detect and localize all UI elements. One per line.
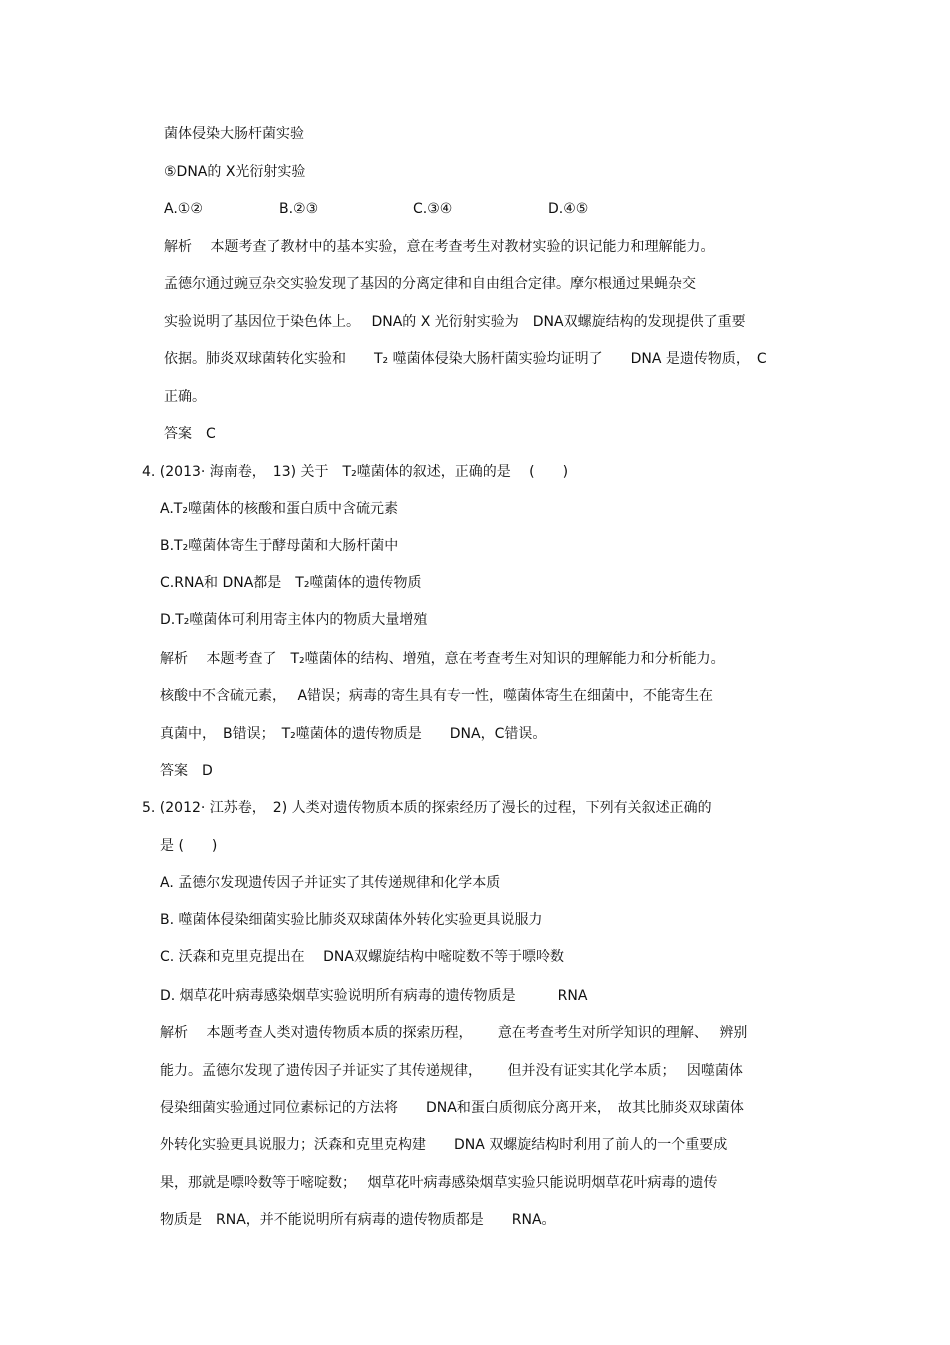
q5-analysis-line: 侵染细菌实验通过同位素标记的方法将 DNA和蛋白质彻底分离开来， 故其比肺炎双球菌体 bbox=[160, 1100, 744, 1116]
q3-answer: 答案 C bbox=[164, 426, 216, 442]
q5-option-c: C. 沃森和克里克提出在 DNA双螺旋结构中嘧啶数不等于嘌呤数 bbox=[160, 949, 564, 965]
q4-option-a: A.T₂噬菌体的核酸和蛋白质中含硫元素 bbox=[160, 501, 398, 517]
q4-analysis-line: 核酸中不含硫元素， A错误；病毒的寄生具有专一性，噬菌体寄生在细菌中，不能寄生在 bbox=[160, 688, 714, 704]
q4-option-b: B.T₂噬菌体寄生于酵母菌和大肠杆菌中 bbox=[160, 538, 399, 554]
q5-stem: 5. (2012· 江苏卷， 2) 人类对遗传物质本质的探索经历了漫长的过程，下列有关叙述正确的 bbox=[142, 800, 712, 816]
q3-choice-d: D.④⑤ bbox=[548, 201, 589, 217]
q5-option-b: B. 噬菌体侵染细菌实验比肺炎双球菌体外转化实验更具说服力 bbox=[160, 912, 543, 928]
q5-stem-cont: 是 ( ) bbox=[160, 838, 218, 854]
q4-answer: 答案 D bbox=[160, 763, 213, 779]
q5-analysis-line: 物质是 RNA，并不能说明所有病毒的遗传物质都是 RNA。 bbox=[160, 1212, 556, 1228]
q3-option4-continuation: 菌体侵染大肠杆菌实验 bbox=[164, 126, 304, 142]
q4-stem: 4. (2013· 海南卷， 13) 关于 T₂噬菌体的叙述，正确的是 ( ) bbox=[142, 464, 569, 480]
q3-analysis-line: 解析 本题考查了教材中的基本实验，意在考查考生对教材实验的识记能力和理解能力。 bbox=[164, 239, 715, 255]
q4-option-d: D.T₂噬菌体可利用寄主体内的物质大量增殖 bbox=[160, 612, 428, 628]
q5-analysis-line: 外转化实验更具说服力；沃森和克里克构建 DNA 双螺旋结构时利用了前人的一个重要成 bbox=[160, 1137, 728, 1153]
q5-analysis-line: 能力。孟德尔发现了遗传因子并证实了其传递规律， 但并没有证实其化学本质； 因噬菌体 bbox=[160, 1063, 743, 1079]
q3-choice-a: A.①② bbox=[164, 201, 203, 217]
q3-choice-b: B.②③ bbox=[279, 201, 319, 217]
q3-analysis-line: 正确。 bbox=[164, 389, 206, 405]
q3-analysis-line: 依据。肺炎双球菌转化实验和 T₂ 噬菌体侵染大肠杆菌实验均证明了 DNA 是遗传物质， C bbox=[164, 351, 767, 367]
q3-analysis-line: 孟德尔通过豌豆杂交实验发现了基因的分离定律和自由组合定律。摩尔根通过果蝇杂交 bbox=[164, 276, 696, 292]
q5-option-d: D. 烟草花叶病毒感染烟草实验说明所有病毒的遗传物质是 RNA bbox=[160, 988, 588, 1004]
q4-analysis-line: 解析 本题考查了 T₂噬菌体的结构、增殖，意在考查考生对知识的理解能力和分析能力。 bbox=[160, 651, 725, 667]
q3-choice-c: C.③④ bbox=[413, 201, 453, 217]
q5-option-a: A. 孟德尔发现遗传因子并证实了其传递规律和化学本质 bbox=[160, 875, 501, 891]
q4-option-c: C.RNA和 DNA都是 T₂噬菌体的遗传物质 bbox=[160, 575, 422, 591]
q4-analysis-line: 真菌中， B错误； T₂噬菌体的遗传物质是 DNA，C错误。 bbox=[160, 726, 547, 742]
q5-analysis-line: 果，那就是嘌呤数等于嘧啶数； 烟草花叶病毒感染烟草实验只能说明烟草花叶病毒的遗传 bbox=[160, 1175, 718, 1191]
q5-analysis-line: 解析 本题考查人类对遗传物质本质的探索历程， 意在考查考生对所学知识的理解、 辨别 bbox=[160, 1025, 748, 1041]
q3-analysis-line: 实验说明了基因位于染色体上。 DNA的 X 光衍射实验为 DNA双螺旋结构的发现提供了重要 bbox=[164, 314, 746, 330]
q3-option5: ⑤DNA的 X光衍射实验 bbox=[164, 164, 306, 180]
